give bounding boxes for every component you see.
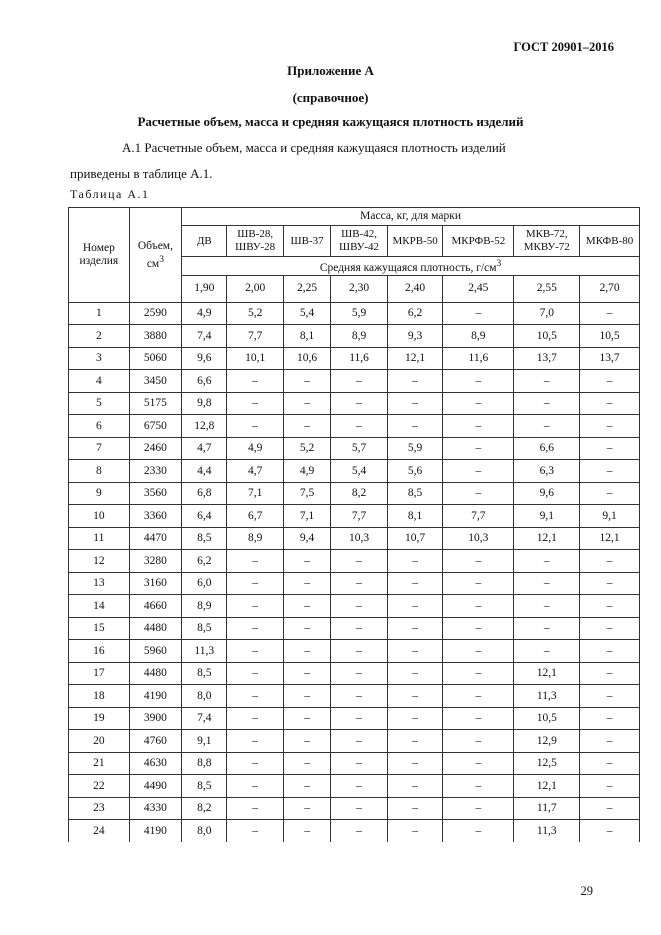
item-number-cell: 11 bbox=[69, 527, 130, 550]
mass-cell: – bbox=[331, 820, 388, 842]
paragraph-line-2: приведены в таблице А.1. bbox=[70, 166, 213, 181]
mass-cell: – bbox=[443, 415, 514, 438]
mass-cell: – bbox=[227, 685, 284, 708]
mass-cell: – bbox=[283, 752, 330, 775]
mass-cell: 8,5 bbox=[182, 662, 227, 685]
volume-cell: 3560 bbox=[129, 482, 181, 505]
mass-cell: – bbox=[227, 640, 284, 663]
mass-cell: 6,6 bbox=[514, 437, 580, 460]
item-number-cell: 21 bbox=[69, 752, 130, 775]
table-row bbox=[69, 820, 640, 842]
data-table bbox=[68, 207, 640, 842]
volume-cell: 4480 bbox=[129, 617, 181, 640]
volume-cell: 3450 bbox=[129, 370, 181, 393]
mass-cell: – bbox=[580, 572, 640, 595]
density-header-sup: 3 bbox=[496, 258, 502, 269]
mass-cell: 5,6 bbox=[387, 460, 443, 483]
appendix-subtitle: (справочное) bbox=[292, 90, 369, 105]
mass-cell: – bbox=[331, 572, 388, 595]
page-number: 29 bbox=[580, 884, 593, 898]
mass-cell: – bbox=[443, 437, 514, 460]
table-row bbox=[69, 482, 640, 505]
volume-cell: 3880 bbox=[129, 325, 181, 348]
mass-cell: 6,0 bbox=[182, 572, 227, 595]
volume-cell: 3160 bbox=[129, 572, 181, 595]
mass-cell: – bbox=[387, 370, 443, 393]
mass-cell: 8,0 bbox=[182, 820, 227, 842]
grade-header: МКФВ-80 bbox=[580, 226, 640, 257]
item-number-cell: 2 bbox=[69, 325, 130, 348]
mass-cell: – bbox=[443, 370, 514, 393]
table-row bbox=[69, 685, 640, 708]
mass-cell: – bbox=[227, 730, 284, 753]
mass-cell: – bbox=[443, 640, 514, 663]
mass-cell: 9,6 bbox=[514, 482, 580, 505]
mass-cell: – bbox=[331, 617, 388, 640]
mass-cell: 12,8 bbox=[182, 415, 227, 438]
table-row bbox=[69, 595, 640, 618]
mass-cell: 8,5 bbox=[387, 482, 443, 505]
mass-cell: – bbox=[580, 730, 640, 753]
mass-cell: – bbox=[331, 662, 388, 685]
item-number-header: Номер изделия bbox=[69, 208, 130, 303]
mass-cell: 10,5 bbox=[514, 707, 580, 730]
mass-cell: 12,1 bbox=[580, 527, 640, 550]
volume-cell: 3360 bbox=[129, 505, 181, 528]
mass-cell: – bbox=[387, 752, 443, 775]
item-number-cell: 5 bbox=[69, 392, 130, 415]
table-row bbox=[69, 617, 640, 640]
item-number-cell: 8 bbox=[69, 460, 130, 483]
mass-cell: – bbox=[514, 595, 580, 618]
table-row bbox=[69, 460, 640, 483]
mass-cell: 8,5 bbox=[182, 617, 227, 640]
mass-cell: – bbox=[580, 685, 640, 708]
density-header-text: Средняя кажущаяся плотность, г/см bbox=[319, 261, 497, 274]
volume-cell: 4190 bbox=[129, 820, 181, 842]
mass-cell: – bbox=[283, 617, 330, 640]
volume-cell: 5960 bbox=[129, 640, 181, 663]
mass-cell: – bbox=[227, 595, 284, 618]
mass-cell: 9,1 bbox=[182, 730, 227, 753]
item-number-cell: 6 bbox=[69, 415, 130, 438]
density-value: 2,55 bbox=[514, 275, 580, 302]
item-number-cell: 19 bbox=[69, 707, 130, 730]
table-row bbox=[69, 640, 640, 663]
mass-cell: – bbox=[443, 302, 514, 325]
item-number-cell: 9 bbox=[69, 482, 130, 505]
mass-cell: 11,3 bbox=[514, 820, 580, 842]
table-label: Таблица А.1 bbox=[70, 187, 150, 201]
mass-cell: – bbox=[514, 370, 580, 393]
mass-cell: 7,7 bbox=[227, 325, 284, 348]
volume-cell: 3900 bbox=[129, 707, 181, 730]
mass-cell: – bbox=[227, 662, 284, 685]
mass-cell: – bbox=[227, 370, 284, 393]
standard-number: ГОСТ 20901–2016 bbox=[513, 40, 614, 54]
grade-header: МКВ-72, МКВУ-72 bbox=[514, 226, 580, 257]
mass-cell: – bbox=[387, 572, 443, 595]
mass-cell: – bbox=[580, 370, 640, 393]
mass-cell: – bbox=[227, 572, 284, 595]
mass-cell: – bbox=[283, 640, 330, 663]
mass-cell: – bbox=[331, 797, 388, 820]
mass-cell: 6,2 bbox=[182, 550, 227, 573]
mass-cell: 8,2 bbox=[331, 482, 388, 505]
mass-cell: 13,7 bbox=[580, 347, 640, 370]
item-number-cell: 13 bbox=[69, 572, 130, 595]
mass-cell: 12,1 bbox=[514, 662, 580, 685]
mass-cell: 4,9 bbox=[283, 460, 330, 483]
mass-cell: – bbox=[580, 415, 640, 438]
mass-cell: 12,1 bbox=[387, 347, 443, 370]
mass-cell: – bbox=[443, 797, 514, 820]
volume-cell: 5175 bbox=[129, 392, 181, 415]
mass-cell: – bbox=[443, 707, 514, 730]
mass-cell: – bbox=[227, 820, 284, 842]
item-number-cell: 4 bbox=[69, 370, 130, 393]
grade-header: МКРФВ-52 bbox=[443, 226, 514, 257]
mass-cell: 11,6 bbox=[331, 347, 388, 370]
mass-cell: – bbox=[227, 392, 284, 415]
mass-cell: 10,7 bbox=[387, 527, 443, 550]
volume-cell: 4190 bbox=[129, 685, 181, 708]
mass-cell: 9,3 bbox=[387, 325, 443, 348]
mass-cell: – bbox=[387, 820, 443, 842]
item-number-cell: 7 bbox=[69, 437, 130, 460]
mass-cell: 11,3 bbox=[182, 640, 227, 663]
mass-cell: 11,3 bbox=[514, 685, 580, 708]
mass-cell: – bbox=[580, 392, 640, 415]
mass-cell: – bbox=[387, 797, 443, 820]
mass-cell: – bbox=[580, 617, 640, 640]
mass-cell: – bbox=[514, 392, 580, 415]
volume-cell: 4490 bbox=[129, 775, 181, 798]
mass-cell: – bbox=[387, 595, 443, 618]
volume-cell: 4480 bbox=[129, 662, 181, 685]
mass-cell: 5,7 bbox=[331, 437, 388, 460]
mass-cell: 6,8 bbox=[182, 482, 227, 505]
mass-cell: 10,3 bbox=[331, 527, 388, 550]
mass-header: Масса, кг, для марки bbox=[182, 208, 640, 226]
mass-cell: 7,4 bbox=[182, 325, 227, 348]
mass-cell: 5,4 bbox=[283, 302, 330, 325]
mass-cell: – bbox=[283, 797, 330, 820]
mass-cell: – bbox=[283, 550, 330, 573]
volume-cell: 4760 bbox=[129, 730, 181, 753]
mass-cell: – bbox=[443, 392, 514, 415]
mass-cell: 12,1 bbox=[514, 775, 580, 798]
mass-cell: – bbox=[443, 550, 514, 573]
mass-cell: – bbox=[443, 685, 514, 708]
table-row bbox=[69, 505, 640, 528]
appendix-heading: Расчетные объем, масса и средняя кажущаяся плотность изделий bbox=[137, 114, 524, 129]
volume-cell: 3280 bbox=[129, 550, 181, 573]
mass-cell: – bbox=[387, 662, 443, 685]
mass-cell: 7,7 bbox=[331, 505, 388, 528]
density-value: 1,90 bbox=[182, 275, 227, 302]
mass-cell: – bbox=[443, 482, 514, 505]
mass-cell: – bbox=[387, 392, 443, 415]
item-number-cell: 23 bbox=[69, 797, 130, 820]
mass-cell: – bbox=[580, 707, 640, 730]
mass-cell: 8,0 bbox=[182, 685, 227, 708]
mass-cell: – bbox=[443, 775, 514, 798]
mass-cell: – bbox=[580, 662, 640, 685]
table-row bbox=[69, 392, 640, 415]
mass-cell: 4,4 bbox=[182, 460, 227, 483]
mass-cell: – bbox=[387, 775, 443, 798]
mass-cell: 7,4 bbox=[182, 707, 227, 730]
mass-cell: – bbox=[387, 415, 443, 438]
item-number-cell: 10 bbox=[69, 505, 130, 528]
mass-cell: 6,4 bbox=[182, 505, 227, 528]
mass-cell: – bbox=[514, 572, 580, 595]
item-number-cell: 14 bbox=[69, 595, 130, 618]
density-value: 2,00 bbox=[227, 275, 284, 302]
mass-cell: 5,4 bbox=[331, 460, 388, 483]
mass-cell: 10,3 bbox=[443, 527, 514, 550]
mass-cell: 6,3 bbox=[514, 460, 580, 483]
volume-cell: 4470 bbox=[129, 527, 181, 550]
table-row bbox=[69, 302, 640, 325]
table-row bbox=[69, 527, 640, 550]
mass-cell: – bbox=[387, 707, 443, 730]
mass-cell: – bbox=[283, 572, 330, 595]
mass-cell: – bbox=[580, 820, 640, 842]
mass-cell: 9,6 bbox=[182, 347, 227, 370]
mass-cell: 5,2 bbox=[227, 302, 284, 325]
item-number-cell: 24 bbox=[69, 820, 130, 842]
volume-cell: 2590 bbox=[129, 302, 181, 325]
mass-cell: 6,2 bbox=[387, 302, 443, 325]
mass-cell: – bbox=[227, 617, 284, 640]
grade-header: ДВ bbox=[182, 226, 227, 257]
volume-header-sup: 3 bbox=[159, 253, 164, 265]
mass-cell: 13,7 bbox=[514, 347, 580, 370]
mass-cell: – bbox=[331, 595, 388, 618]
mass-cell: 4,7 bbox=[227, 460, 284, 483]
table-row bbox=[69, 415, 640, 438]
mass-cell: – bbox=[283, 820, 330, 842]
paragraph-line-1: А.1 Расчетные объем, масса и средняя кажущаяся плотность изделий bbox=[122, 140, 506, 155]
density-header bbox=[182, 257, 640, 276]
item-number-cell: 20 bbox=[69, 730, 130, 753]
table-row bbox=[69, 775, 640, 798]
volume-cell: 2460 bbox=[129, 437, 181, 460]
density-value: 2,70 bbox=[580, 275, 640, 302]
mass-cell: – bbox=[580, 640, 640, 663]
mass-cell: – bbox=[580, 482, 640, 505]
volume-header bbox=[129, 208, 181, 303]
mass-cell: 8,9 bbox=[182, 595, 227, 618]
mass-cell: – bbox=[283, 415, 330, 438]
density-value: 2,25 bbox=[283, 275, 330, 302]
table-row bbox=[69, 797, 640, 820]
mass-cell: 9,4 bbox=[283, 527, 330, 550]
mass-cell: – bbox=[443, 752, 514, 775]
mass-cell: 8,5 bbox=[182, 527, 227, 550]
mass-cell: – bbox=[227, 415, 284, 438]
table-row bbox=[69, 550, 640, 573]
mass-cell: – bbox=[331, 415, 388, 438]
grade-header: ШВ-28, ШВУ-28 bbox=[227, 226, 284, 257]
table-row bbox=[69, 325, 640, 348]
volume-header-text: Объем, см bbox=[137, 239, 173, 270]
mass-cell: 4,7 bbox=[182, 437, 227, 460]
mass-cell: 8,1 bbox=[283, 325, 330, 348]
mass-cell: – bbox=[387, 685, 443, 708]
mass-cell: – bbox=[387, 550, 443, 573]
mass-cell: – bbox=[514, 550, 580, 573]
mass-cell: – bbox=[331, 550, 388, 573]
mass-cell: 11,6 bbox=[443, 347, 514, 370]
table-row bbox=[69, 572, 640, 595]
mass-cell: 12,5 bbox=[514, 752, 580, 775]
volume-cell: 4330 bbox=[129, 797, 181, 820]
item-number-cell: 15 bbox=[69, 617, 130, 640]
volume-cell: 2330 bbox=[129, 460, 181, 483]
mass-cell: 8,8 bbox=[182, 752, 227, 775]
mass-cell: – bbox=[514, 617, 580, 640]
mass-cell: – bbox=[387, 617, 443, 640]
mass-cell: 5,9 bbox=[387, 437, 443, 460]
mass-cell: 8,2 bbox=[182, 797, 227, 820]
mass-cell: – bbox=[443, 617, 514, 640]
mass-cell: – bbox=[283, 392, 330, 415]
mass-cell: – bbox=[331, 685, 388, 708]
mass-cell: 6,6 bbox=[182, 370, 227, 393]
mass-cell: 7,1 bbox=[283, 505, 330, 528]
volume-cell: 4630 bbox=[129, 752, 181, 775]
mass-cell: – bbox=[443, 730, 514, 753]
item-number-cell: 18 bbox=[69, 685, 130, 708]
mass-cell: – bbox=[331, 775, 388, 798]
appendix-title: Приложение А bbox=[287, 63, 374, 78]
mass-cell: 7,7 bbox=[443, 505, 514, 528]
mass-cell: – bbox=[580, 460, 640, 483]
item-number-cell: 16 bbox=[69, 640, 130, 663]
mass-cell: – bbox=[331, 370, 388, 393]
mass-cell: 9,1 bbox=[514, 505, 580, 528]
table-row bbox=[69, 707, 640, 730]
mass-cell: – bbox=[331, 730, 388, 753]
mass-cell: – bbox=[580, 595, 640, 618]
mass-cell: – bbox=[514, 640, 580, 663]
mass-cell: 5,9 bbox=[331, 302, 388, 325]
grade-header: ШВ-37 bbox=[283, 226, 330, 257]
mass-cell: – bbox=[283, 685, 330, 708]
item-number-cell: 3 bbox=[69, 347, 130, 370]
mass-cell: – bbox=[227, 752, 284, 775]
item-number-cell: 12 bbox=[69, 550, 130, 573]
mass-cell: 12,1 bbox=[514, 527, 580, 550]
mass-cell: – bbox=[580, 437, 640, 460]
volume-cell: 4660 bbox=[129, 595, 181, 618]
mass-cell: 10,5 bbox=[514, 325, 580, 348]
mass-cell: 12,9 bbox=[514, 730, 580, 753]
mass-cell: – bbox=[580, 752, 640, 775]
mass-cell: – bbox=[387, 640, 443, 663]
mass-cell: 11,7 bbox=[514, 797, 580, 820]
volume-cell: 6750 bbox=[129, 415, 181, 438]
mass-cell: 7,1 bbox=[227, 482, 284, 505]
item-number-cell: 17 bbox=[69, 662, 130, 685]
mass-cell: 9,8 bbox=[182, 392, 227, 415]
mass-cell: – bbox=[227, 775, 284, 798]
mass-cell: – bbox=[580, 775, 640, 798]
mass-cell: 8,9 bbox=[331, 325, 388, 348]
item-number-cell: 1 bbox=[69, 302, 130, 325]
table-row bbox=[69, 730, 640, 753]
grade-header: МКРВ-50 bbox=[387, 226, 443, 257]
mass-cell: – bbox=[331, 640, 388, 663]
mass-cell: 8,1 bbox=[387, 505, 443, 528]
mass-cell: – bbox=[387, 730, 443, 753]
mass-cell: – bbox=[580, 550, 640, 573]
density-value: 2,40 bbox=[387, 275, 443, 302]
mass-cell: – bbox=[283, 595, 330, 618]
mass-cell: – bbox=[283, 775, 330, 798]
table-row bbox=[69, 370, 640, 393]
mass-cell: – bbox=[443, 572, 514, 595]
density-value: 2,45 bbox=[443, 275, 514, 302]
mass-cell: 8,9 bbox=[443, 325, 514, 348]
mass-cell: – bbox=[514, 415, 580, 438]
density-value: 2,30 bbox=[331, 275, 388, 302]
table-row bbox=[69, 752, 640, 775]
mass-cell: 8,5 bbox=[182, 775, 227, 798]
mass-cell: 4,9 bbox=[182, 302, 227, 325]
mass-cell: – bbox=[283, 730, 330, 753]
mass-cell: 6,7 bbox=[227, 505, 284, 528]
mass-cell: – bbox=[227, 550, 284, 573]
mass-cell: – bbox=[227, 797, 284, 820]
mass-cell: 7,0 bbox=[514, 302, 580, 325]
intro-paragraph bbox=[70, 135, 615, 187]
mass-cell: 5,2 bbox=[283, 437, 330, 460]
mass-cell: 7,5 bbox=[283, 482, 330, 505]
mass-cell: – bbox=[283, 662, 330, 685]
table-row bbox=[69, 347, 640, 370]
volume-cell: 5060 bbox=[129, 347, 181, 370]
item-number-cell: 22 bbox=[69, 775, 130, 798]
mass-cell: – bbox=[283, 707, 330, 730]
mass-cell: – bbox=[331, 392, 388, 415]
table-row bbox=[69, 662, 640, 685]
mass-cell: 10,6 bbox=[283, 347, 330, 370]
mass-cell: 10,5 bbox=[580, 325, 640, 348]
mass-cell: 8,9 bbox=[227, 527, 284, 550]
mass-cell: – bbox=[580, 797, 640, 820]
mass-cell: – bbox=[331, 752, 388, 775]
header-row-mass bbox=[69, 208, 640, 226]
mass-cell: – bbox=[580, 302, 640, 325]
mass-cell: – bbox=[227, 707, 284, 730]
grade-header: ШВ-42, ШВУ-42 bbox=[331, 226, 388, 257]
mass-cell: – bbox=[443, 460, 514, 483]
mass-cell: – bbox=[443, 662, 514, 685]
mass-cell: – bbox=[443, 820, 514, 842]
table-row bbox=[69, 437, 640, 460]
mass-cell: – bbox=[331, 707, 388, 730]
mass-cell: 10,1 bbox=[227, 347, 284, 370]
mass-cell: – bbox=[443, 595, 514, 618]
mass-cell: 9,1 bbox=[580, 505, 640, 528]
mass-cell: 4,9 bbox=[227, 437, 284, 460]
mass-cell: – bbox=[283, 370, 330, 393]
